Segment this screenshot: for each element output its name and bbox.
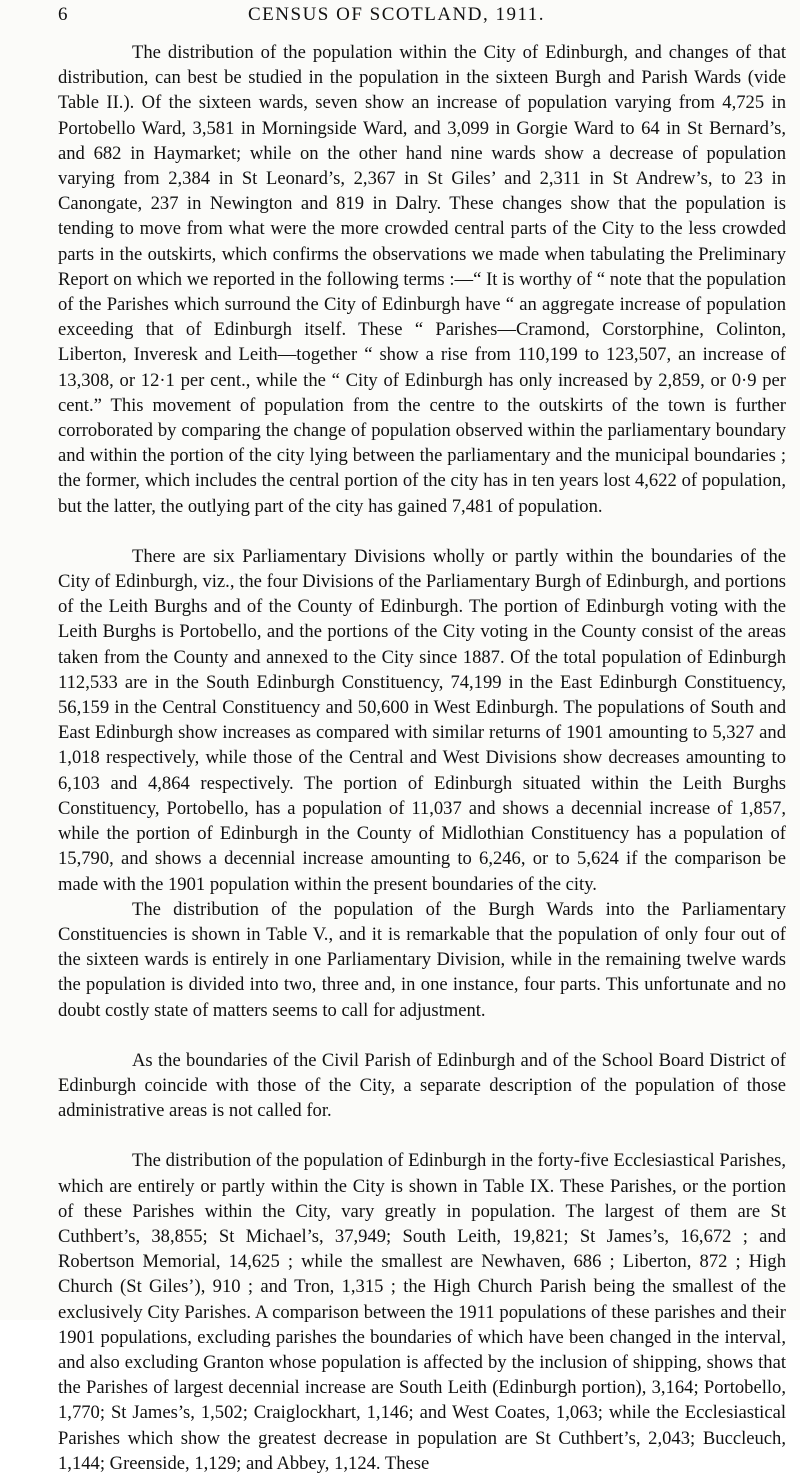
- paragraph-burgh-wards-constituencies: The distribution of the population of the Burgh Wards into the Parliamentary Constituencies is shown in Table V., and it is remarkable that the population of only four out of the sixteen wards is entirely in one Parliamentary Division, while in the remaining twelve wards the population is divided into two, three and, in one instance, four parts. This unfortunate and no doubt costly state of matters seems to call for adjustment.: [58, 898, 786, 1021]
- running-title: CENSUS OF SCOTLAND, 1911.: [248, 4, 546, 25]
- page-number: 6: [58, 4, 69, 25]
- paragraph-parliamentary-divisions: There are six Parliamentary Divisions wholly or partly within the boundaries of the City of Edinburgh, viz., the four Divisions of the Parliamentary Burgh of Edinburgh, and portions of the Leith Burghs and of the County of Edinburgh. The portion of Edinburgh voting with the Leith Burghs is Portobello, and the portions of the City voting in the County consist of the areas taken from the County and annexed to the City since 1887. Of the total population of Edinburgh 112,533 are in the South Edinburgh Constituency, 74,199 in the East Edinburgh Constituency, 56,159 in the Central Constituency and 50,600 in West Edinburgh. The populations of South and East Edinburgh show increases as compared with similar returns of 1901 amounting to 5,327 and 1,018 respectively, while those of the Central and West Divisions show decreases amounting to 6,103 and 4,864 respectively. The portion of Edinburgh situated within the Leith Burghs Constituency, Portobello, has a population of 11,037 and shows a decennial increase of 1,857, while the portion of Edinburgh in the County of Midlothian Constituency has a population of 15,790, and shows a decennial increase amounting to 6,246, or to 5,624 if the comparison be made with the 1901 population within the present boundaries of the city.: [58, 545, 786, 895]
- body-text: [58, 40, 786, 1476]
- paragraph-ward-distribution: The distribution of the population within the City of Edinburgh, and changes of that distribution, can best be studied in the population in the sixteen Burgh and Parish Wards (vide Table II.). Of the sixteen wards, seven show an increase of population varying from 4,725 in Portobello Ward, 3,581 in Morningside Ward, and 3,099 in Gorgie Ward to 64 in St Bernard’s, and 682 in Haymarket; while on the other hand nine wards show a decrease of population varying from 2,384 in St Leonard’s, 2,367 in St Giles’ and 2,311 in St Andrew’s, to 23 in Canongate, 237 in Newington and 819 in Dalry. These changes show that the population is tending to move from what were the more crowded central parts of the City to the less crowded parts in the outskirts, which confirms the observations we made when tabulating the Preliminary Report on which we reported in the following terms :—“ It is worthy of “ note that the population of the Parishes which surround the City of Edinburgh have “ an aggregate increase of population exceeding that of Edinburgh itself. These “ Parishes—Cramond, Corstorphine, Colinton, Liberton, Inveresk and Leith—together “ show a rise from 110,199 to 123,507, an increase of 13,308, or 12·1 per cent., while the “ City of Edinburgh has only increased by 2,859, or 0·9 per cent.” This movement of population from the centre to the outskirts of the town is further corroborated by comparing the change of population observed within the parliamentary boundary and within the portion of the city lying between the parliamentary and the municipal boundaries ; the former, which includes the central portion of the city has in ten years lost 4,622 of population, but the latter, the outlying part of the city has gained 7,481 of population.: [58, 42, 786, 517]
- page-header: [58, 2, 788, 28]
- paragraph-ecclesiastical-parishes: The distribution of the population of Edinburgh in the forty-five Ecclesiastical Parishes, which are entirely or partly within the City is shown in Table IX. These Parishes, or the portion of these Parishes within the City, vary greatly in population. The largest of them are St Cuthbert’s, 38,855; St Michael’s, 37,949; South Leith, 19,821; St James’s, 16,672 ; and Robertson Memorial, 14,625 ; while the smallest are Newhaven, 686 ; Liberton, 872 ; High Church (St Giles’), 910 ; and Tron, 1,315 ; the High Church Parish being the smallest of the exclusively City Parishes. A comparison between the 1911 populations of these parishes and their 1901 populations, excluding parishes the boundaries of which have been changed in the interval, and also excluding Granton whose population is affected by the inclusion of shipping, shows that the Parishes of largest decennial increase are South Leith (Edinburgh portion), 3,164; Portobello, 1,770; St James’s, 1,502; Craiglockhart, 1,146; and West Coates, 1,063; while the Ecclesiastical Parishes which show the greatest decrease in population are St Cuthbert’s, 2,043; Buccleuch, 1,144; Greenside, 1,129; and Abbey, 1,124. These: [58, 1150, 786, 1474]
- paragraph-civil-parish: As the boundaries of the Civil Parish of Edinburgh and of the School Board District of Edinburgh coincide with those of the City, a separate description of the population of those administrative areas is not called for.: [58, 1049, 786, 1122]
